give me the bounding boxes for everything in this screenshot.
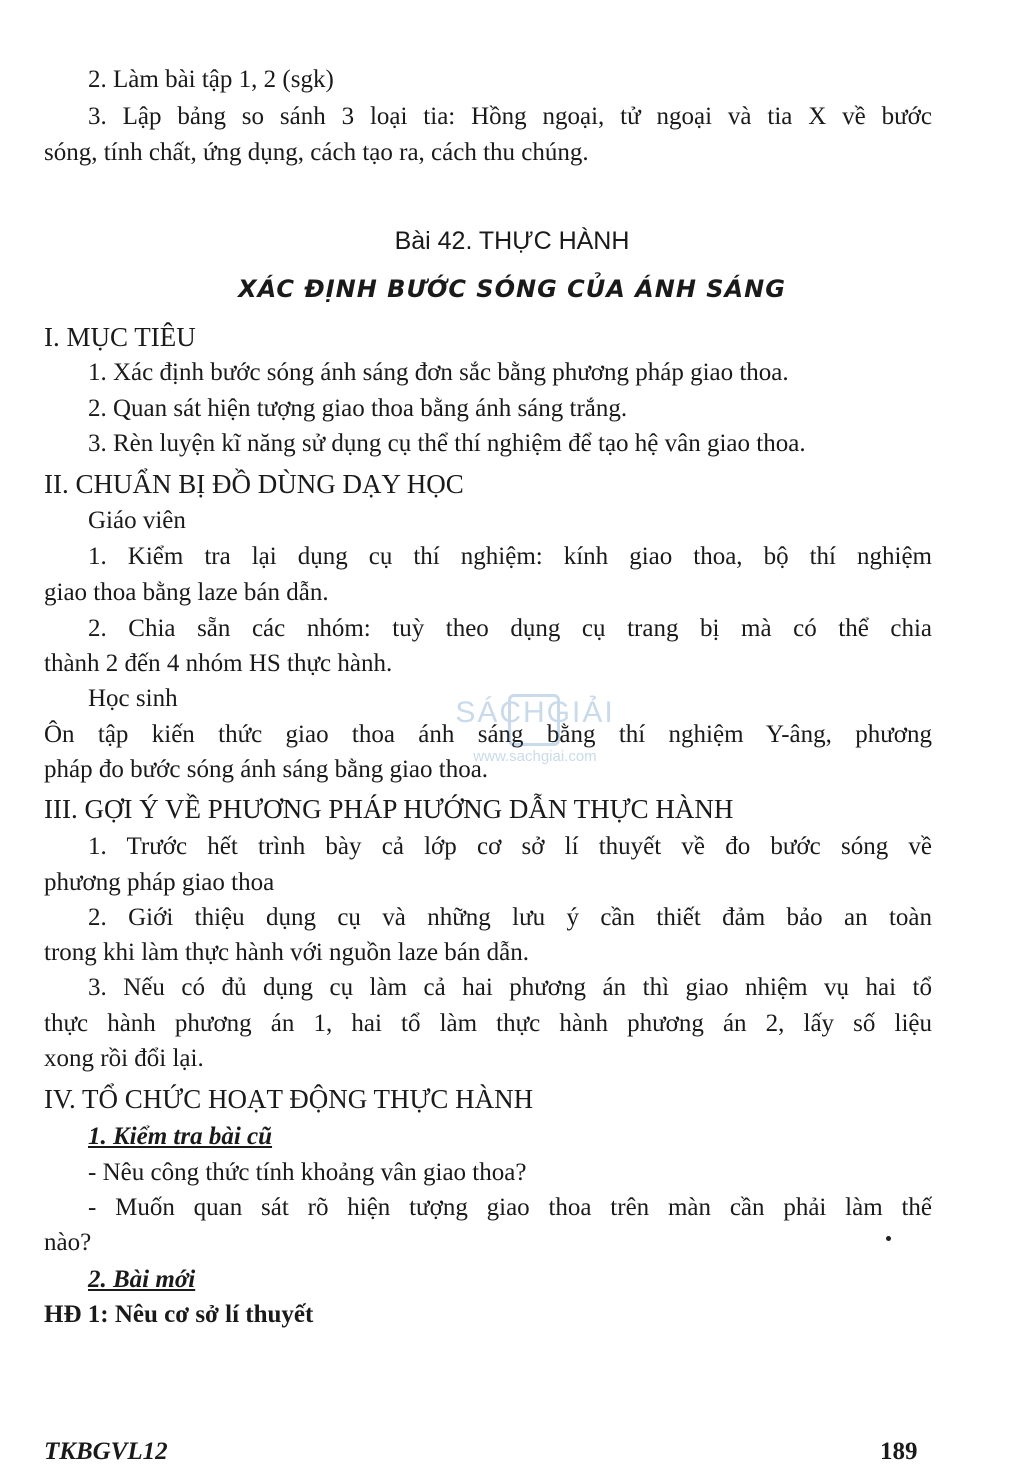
objective-item-2: 2. Quan sát hiện tượng giao thoa bằng ánh sáng trắng. — [88, 395, 628, 422]
student-text-line1: Ôn tập kiến thức giao thoa ánh sáng bằng thí nghiệm Y-âng, phương — [44, 721, 932, 748]
teacher-item-1-line2: giao thoa bằng laze bán dẫn. — [44, 579, 329, 606]
student-label: Học sinh — [88, 685, 178, 712]
section-2-heading: II. CHUẨN BỊ ĐỒ DÙNG DẠY HỌC — [44, 469, 464, 499]
subheading-new-lesson: 2. Bài mới — [88, 1266, 196, 1293]
guide-item-3-line2: thực hành phương án 1, hai tổ làm thực hành phương án 2, lấy số liệu — [44, 1010, 932, 1037]
guide-item-1-line2: phương pháp giao thoa — [44, 869, 275, 896]
question-1: - Nêu công thức tính khoảng vân giao thoa? — [88, 1159, 527, 1186]
watermark-text: SÁCHGIẢI — [455, 696, 615, 729]
question-2-line2: nào? — [44, 1229, 92, 1256]
teacher-item-1-line1: 1. Kiểm tra lại dụng cụ thí nghiệm: kính giao thoa, bộ thí nghiệm — [88, 543, 932, 570]
guide-item-3-line3: xong rồi đổi lại. — [44, 1045, 204, 1072]
guide-item-1-line1: 1. Trước hết trình bày cả lớp cơ sở lí thuyết về đo bước sóng về — [88, 833, 932, 860]
guide-item-2-line2: trong khi làm thực hành với nguồn laze bán dẫn. — [44, 939, 529, 966]
section-4-heading: IV. TỔ CHỨC HOẠT ĐỘNG THỰC HÀNH — [44, 1084, 534, 1114]
subheading-1-wrap — [88, 1120, 932, 1154]
guide-item-3-line1: 3. Nếu có đủ dụng cụ làm cả hai phương án thì giao nhiệm vụ hai tổ — [88, 974, 932, 1001]
intro-item-2: 2. Làm bài tập 1, 2 (sgk) — [88, 66, 334, 93]
subheading-old-lesson: 1. Kiểm tra bài cũ — [88, 1123, 273, 1150]
lesson-subtitle: XÁC ĐỊNH BƯỚC SÓNG CỦA ÁNH SÁNG — [238, 275, 786, 303]
intro-item-3-line2: sóng, tính chất, ứng dụng, cách tạo ra, cách thu chúng. — [44, 139, 589, 166]
teacher-label: Giáo viên — [88, 507, 186, 534]
watermark-url: www.sachgiai.com — [473, 748, 597, 765]
intro-item-3-line1: 3. Lập bảng so sánh 3 loại tia: Hồng ngoại, tử ngoại và tia X về bước — [88, 103, 932, 130]
teacher-item-2-line2: thành 2 đến 4 nhóm HS thực hành. — [44, 650, 393, 677]
teacher-item-2-line1: 2. Chia sẵn các nhóm: tuỳ theo dụng cụ trang bị mà có thể chia — [88, 615, 932, 642]
subheading-2-wrap — [88, 1263, 932, 1297]
section-1-heading: I. MỤC TIÊU — [44, 322, 196, 352]
objective-item-3: 3. Rèn luyện kĩ năng sử dụng cụ thể thí nghiệm để tạo hệ vân giao thoa. — [88, 430, 806, 457]
lesson-title: Bài 42. THỰC HÀNH — [394, 227, 630, 255]
section-3-heading: III. GỢI Ý VỀ PHƯƠNG PHÁP HƯỚNG DẪN THỰC HÀNH — [44, 794, 734, 824]
page-number: 189 — [880, 1438, 918, 1465]
footer-book-code: TKBGVL12 — [44, 1438, 168, 1465]
question-2-line1: - Muốn quan sát rõ hiện tượng giao thoa trên màn cần phải làm thế — [88, 1194, 932, 1221]
objective-item-1: 1. Xác định bước sóng ánh sáng đơn sắc bằng phương pháp giao thoa. — [88, 359, 789, 386]
student-text-line2: pháp đo bước sóng ánh sáng bằng giao thoa. — [44, 756, 489, 783]
guide-item-2-line1: 2. Giới thiệu dụng cụ và những lưu ý cần thiết đảm bảo an toàn — [88, 904, 932, 931]
stray-dot — [886, 1236, 891, 1241]
activity-1-heading: HĐ 1: Nêu cơ sở lí thuyết — [44, 1301, 314, 1328]
